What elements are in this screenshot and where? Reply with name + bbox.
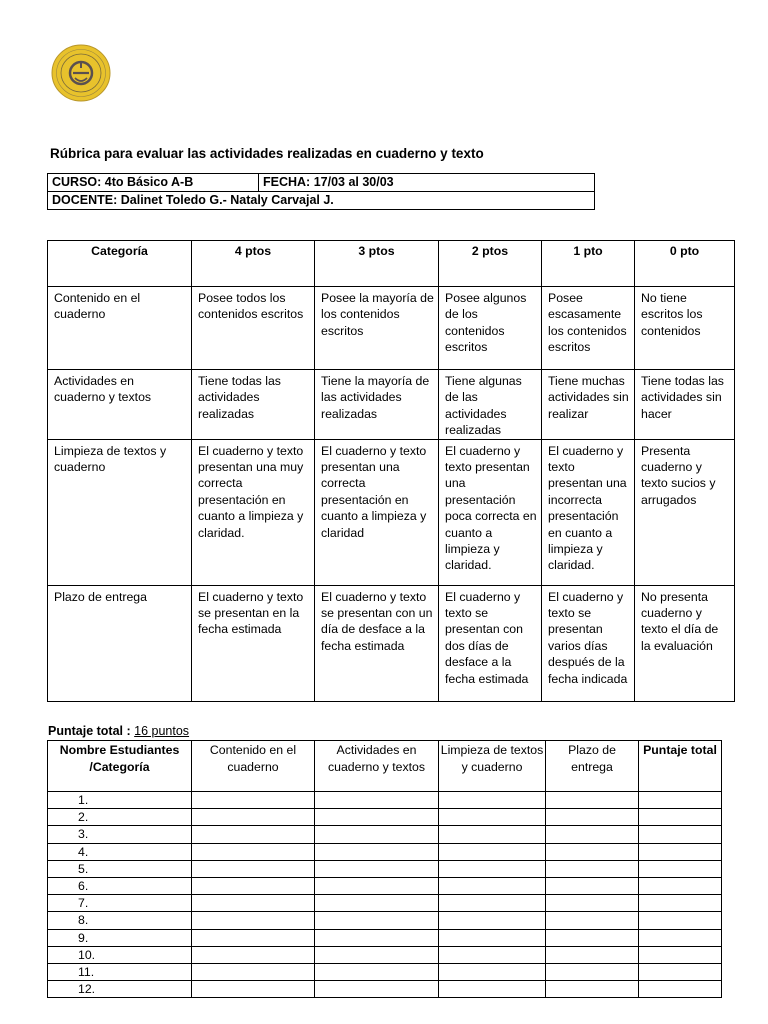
student-number: 10. [48, 946, 192, 963]
student-number: 3. [48, 826, 192, 843]
grade-cell[interactable] [546, 912, 639, 929]
grade-cell[interactable] [639, 981, 722, 998]
grade-cell[interactable] [315, 981, 439, 998]
rubric-cell: Tiene la mayoría de las actividades realizadas [315, 370, 439, 440]
rubric-row [48, 287, 735, 370]
grade-cell[interactable] [192, 929, 315, 946]
table-row [48, 792, 722, 809]
rubric-cell: Presenta cuaderno y texto sucios y arrugados [635, 439, 735, 585]
rubric-cell: Posee escasamente los contenidos escritos [542, 287, 635, 370]
grade-cell[interactable] [639, 946, 722, 963]
grades-header-cell: Limpieza de textos y cuaderno [439, 741, 546, 792]
grade-cell[interactable] [315, 843, 439, 860]
grade-cell[interactable] [192, 963, 315, 980]
grade-cell[interactable] [192, 843, 315, 860]
grade-cell[interactable] [439, 860, 546, 877]
student-number: 2. [48, 809, 192, 826]
grade-cell[interactable] [315, 826, 439, 843]
rubric-header-cell: 3 ptos [315, 241, 439, 287]
document-title: Rúbrica para evaluar las actividades realizadas en cuaderno y texto [50, 146, 484, 161]
student-number: 12. [48, 981, 192, 998]
grade-cell[interactable] [639, 895, 722, 912]
rubric-category-cell: Contenido en el cuaderno [48, 287, 192, 370]
total-score [48, 724, 189, 738]
grade-cell[interactable] [315, 895, 439, 912]
rubric-cell: Posee todos los contenidos escritos [192, 287, 315, 370]
table-row [48, 895, 722, 912]
rubric-category-cell: Plazo de entrega [48, 585, 192, 701]
grade-cell[interactable] [439, 981, 546, 998]
grade-cell[interactable] [546, 792, 639, 809]
grade-cell[interactable] [546, 809, 639, 826]
grade-cell[interactable] [546, 860, 639, 877]
rubric-header-row [48, 241, 735, 287]
table-row [48, 826, 722, 843]
grades-header-cell: Contenido en el cuaderno [192, 741, 315, 792]
grade-cell[interactable] [192, 792, 315, 809]
grade-cell[interactable] [546, 981, 639, 998]
rubric-header-cell: Categoría [48, 241, 192, 287]
grades-header-cell: Plazo de entrega [546, 741, 639, 792]
grade-cell[interactable] [546, 929, 639, 946]
grade-cell[interactable] [192, 981, 315, 998]
grade-cell[interactable] [315, 809, 439, 826]
grade-cell[interactable] [315, 946, 439, 963]
student-number: 9. [48, 929, 192, 946]
rubric-cell: El cuaderno y texto se presentan con dos días de desface a la fecha estimada [439, 585, 542, 701]
student-number: 5. [48, 860, 192, 877]
course-cell: CURSO: 4to Básico A-B [48, 174, 259, 192]
rubric-cell: No tiene escritos los contenidos [635, 287, 735, 370]
grade-cell[interactable] [639, 929, 722, 946]
grade-cell[interactable] [439, 843, 546, 860]
rubric-category-cell: Limpieza de textos y cuaderno [48, 439, 192, 585]
rubric-cell: Posee algunos de los contenidos escritos [439, 287, 542, 370]
grade-cell[interactable] [192, 826, 315, 843]
rubric-cell: No presenta cuaderno y texto el día de la evaluación [635, 585, 735, 701]
rubric-cell: El cuaderno y texto presentan una incorrecta presentación en cuanto a limpieza y claridad. [542, 439, 635, 585]
rubric-category-cell: Actividades en cuaderno y textos [48, 370, 192, 440]
grades-header-cell: Actividades en cuaderno y textos [315, 741, 439, 792]
grade-cell[interactable] [439, 809, 546, 826]
grade-cell[interactable] [546, 895, 639, 912]
rubric-cell: El cuaderno y texto se presentan en la fecha estimada [192, 585, 315, 701]
school-seal-icon [51, 44, 111, 102]
total-score-label: Puntaje total : [48, 724, 131, 738]
rubric-row [48, 370, 735, 440]
grade-cell[interactable] [546, 946, 639, 963]
grade-cell[interactable] [439, 826, 546, 843]
teacher-cell: DOCENTE: Dalinet Toledo G.- Nataly Carvajal J. [48, 192, 595, 210]
rubric-cell: Tiene todas las actividades realizadas [192, 370, 315, 440]
rubric-cell: Tiene algunas de las actividades realizadas [439, 370, 542, 440]
table-row [48, 877, 722, 894]
grades-header-row [48, 741, 722, 792]
course-info-table [47, 173, 595, 210]
student-number: 6. [48, 877, 192, 894]
student-number: 7. [48, 895, 192, 912]
grade-cell[interactable] [546, 826, 639, 843]
rubric-cell: El cuaderno y texto se presentan varios días después de la fecha indicada [542, 585, 635, 701]
grade-cell[interactable] [192, 946, 315, 963]
grade-cell[interactable] [439, 929, 546, 946]
grade-cell[interactable] [439, 912, 546, 929]
student-number: 4. [48, 843, 192, 860]
grade-cell[interactable] [546, 877, 639, 894]
grade-cell[interactable] [639, 877, 722, 894]
grade-cell[interactable] [439, 895, 546, 912]
grades-header-cell: Nombre Estudiantes /Categoría [48, 741, 192, 792]
grade-cell[interactable] [315, 792, 439, 809]
student-number: 8. [48, 912, 192, 929]
rubric-cell: El cuaderno y texto presentan una correcta presentación en cuanto a limpieza y claridad [315, 439, 439, 585]
student-number: 11. [48, 963, 192, 980]
rubric-cell: Tiene todas las actividades sin hacer [635, 370, 735, 440]
table-row [48, 843, 722, 860]
grade-cell[interactable] [639, 843, 722, 860]
grade-cell[interactable] [439, 946, 546, 963]
grade-cell[interactable] [546, 963, 639, 980]
student-grades-table [47, 740, 722, 998]
grade-cell[interactable] [192, 912, 315, 929]
rubric-table [47, 240, 735, 702]
student-number: 1. [48, 792, 192, 809]
grade-cell[interactable] [639, 809, 722, 826]
grade-cell[interactable] [192, 895, 315, 912]
rubric-header-cell: 4 ptos [192, 241, 315, 287]
table-row [48, 963, 722, 980]
grade-cell[interactable] [639, 826, 722, 843]
rubric-cell: El cuaderno y texto presentan una muy correcta presentación en cuanto a limpieza y claridad. [192, 439, 315, 585]
grade-cell[interactable] [192, 860, 315, 877]
grade-cell[interactable] [315, 860, 439, 877]
grade-cell[interactable] [192, 877, 315, 894]
grade-cell[interactable] [192, 809, 315, 826]
table-row [48, 981, 722, 998]
grade-cell[interactable] [315, 877, 439, 894]
rubric-cell: Tiene muchas actividades sin realizar [542, 370, 635, 440]
date-cell: FECHA: 17/03 al 30/03 [259, 174, 595, 192]
grade-cell[interactable] [439, 792, 546, 809]
grade-cell[interactable] [315, 963, 439, 980]
grade-cell[interactable] [439, 963, 546, 980]
rubric-header-cell: 0 pto [635, 241, 735, 287]
table-row [48, 860, 722, 877]
rubric-cell: Posee la mayoría de los contenidos escritos [315, 287, 439, 370]
rubric-row [48, 585, 735, 701]
grade-cell[interactable] [439, 877, 546, 894]
total-score-value: 16 puntos [134, 724, 190, 738]
grade-cell[interactable] [546, 843, 639, 860]
grade-cell[interactable] [315, 929, 439, 946]
grade-cell[interactable] [639, 912, 722, 929]
grade-cell[interactable] [315, 912, 439, 929]
table-row [48, 929, 722, 946]
rubric-row [48, 439, 735, 585]
table-row [48, 946, 722, 963]
table-row [48, 809, 722, 826]
grades-header-cell: Puntaje total [639, 741, 722, 792]
rubric-header-cell: 2 ptos [439, 241, 542, 287]
grade-cell[interactable] [639, 792, 722, 809]
grade-cell[interactable] [639, 860, 722, 877]
rubric-header-cell: 1 pto [542, 241, 635, 287]
grade-cell[interactable] [639, 963, 722, 980]
rubric-cell: El cuaderno y texto se presentan con un día de desface a la fecha estimada [315, 585, 439, 701]
table-row [48, 912, 722, 929]
rubric-cell: El cuaderno y texto presentan una presentación poca correcta en cuanto a limpieza y claridad. [439, 439, 542, 585]
